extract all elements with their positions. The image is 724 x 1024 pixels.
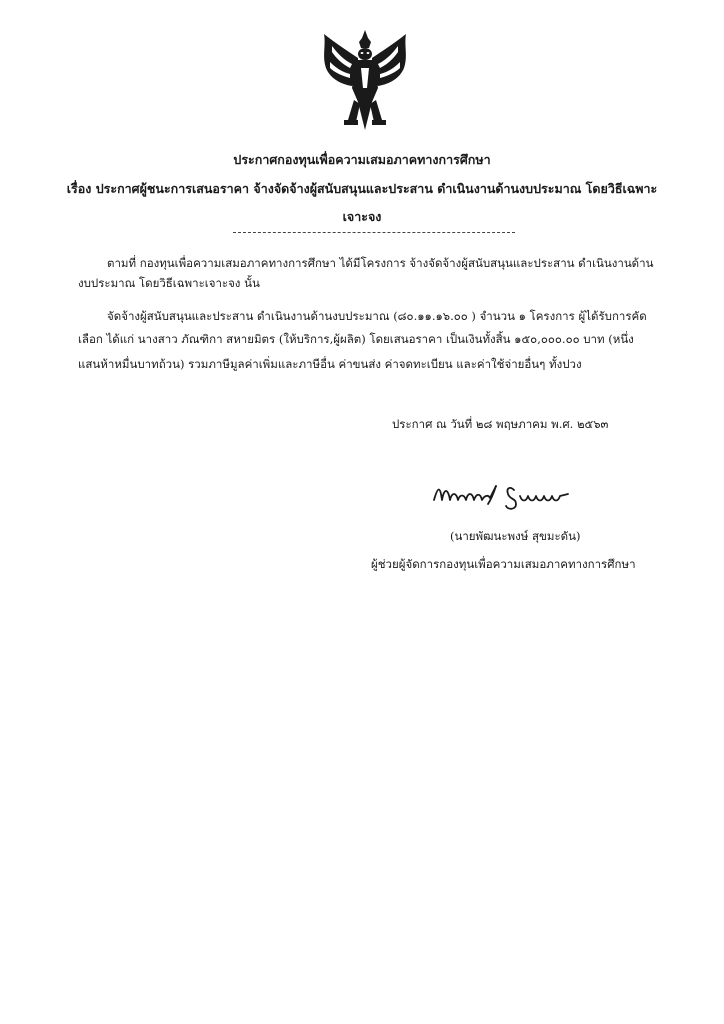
paragraph-2-line-3: แสนห้าหมื่นบาทถ้วน) รวมภาษีมูลค่าเพิ่มและภาษีอื่น ค่าขนส่ง ค่าจดทะเบียน และค่าใช้จ่ายอื่นๆ ทั้งปวง [78,357,582,371]
document-subject-line2: เจาะจง [342,209,382,224]
document-heading: ประกาศกองทุนเพื่อความเสมอภาคทางการศึกษา [233,152,491,167]
document-subject-line1: เรื่อง ประกาศผู้ชนะการเสนอราคา จ้างจัดจ้างผู้สนับสนุนและประสาน ดำเนินงานด้านงบประมาณ โดยวิธีเฉพาะ [66,181,658,196]
garuda-emblem-icon [318,28,412,132]
announcement-date: ประกาศ ณ วันที่ ๒๘ พฤษภาคม พ.ศ. ๒๕๖๓ [392,417,609,431]
paragraph-1-line-2: งบประมาณ โดยวิธีเฉพาะเจาะจง นั้น [78,276,260,290]
signer-name: (นายพัฒนะพงษ์ สุขมะดัน) [450,529,581,543]
paragraph-2-line-1: จัดจ้างผู้สนับสนุนและประสาน ดำเนินงานด้านงบประมาณ (๘๐.๑๑.๑๖.๐๐ ) จำนวน ๑ โครงการ ผู้ได้รับการคัด [107,309,647,323]
handwritten-signature [430,478,580,512]
paragraph-1-line-1: ตามที่ กองทุนเพื่อความเสมอภาคทางการศึกษา ได้มีโครงการ จ้างจัดจ้างผู้สนับสนุนและประสาน ดำเนินงานด้าน [107,256,654,270]
signer-position: ผู้ช่วยผู้จัดการกองทุนเพื่อความเสมอภาคทางการศึกษา [371,557,636,571]
paragraph-2-line-2: เลือก ได้แก่ นางสาว ภัณฑิกา สหายมิตร (ให้บริการ,ผู้ผลิต) โดยเสนอราคา เป็นเงินทั้งสิ้น ๑๕๐,๐๐๐.๐๐ บาท (หนึ่ง [78,332,634,346]
divider [233,232,515,233]
